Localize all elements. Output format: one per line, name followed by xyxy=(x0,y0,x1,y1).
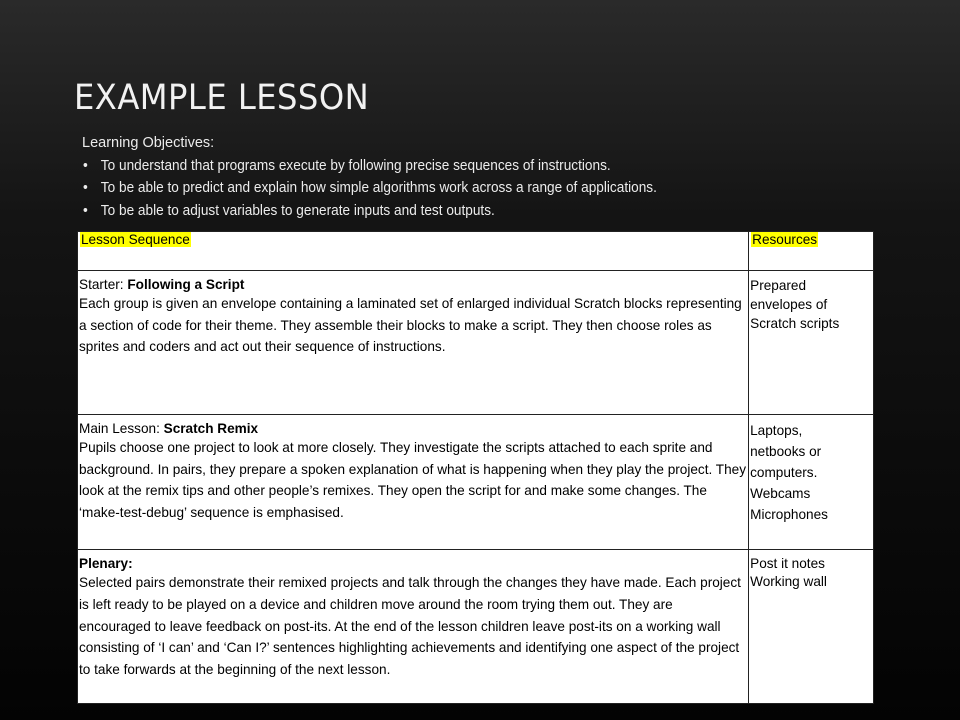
objectives-heading: Learning Objectives: xyxy=(82,135,215,151)
resource-item: Webcams xyxy=(750,486,811,501)
resources-cell xyxy=(749,550,874,704)
section-title xyxy=(79,420,746,437)
table-row-starter xyxy=(78,271,874,415)
section-name: Scratch Remix xyxy=(163,421,259,436)
section-description: Selected pairs demonstrate their remixed projects and talk through the changes they have made. Each project is left ready to be played on a device and children move around the room trying them out. They are encouraged to leave feedback on post-its. At the end of the lesson children leave post-its on a working wall consisting of ‘I can’ and ‘Can I?’ sentences highlighting achievements and identifying one aspect of the project to take forwards at the beginning of the next lesson. xyxy=(79,575,741,678)
resource-item: computers. xyxy=(750,465,818,480)
learning-objectives xyxy=(82,132,882,222)
section-title xyxy=(79,555,746,572)
resource-item: Laptops, xyxy=(750,423,803,438)
header-cell-sequence xyxy=(78,232,749,271)
resources-cell xyxy=(749,271,874,415)
section-label: Main Lesson: xyxy=(79,421,164,436)
resources-header: Resources xyxy=(752,232,818,247)
section-name: Plenary: xyxy=(79,556,133,571)
section-description: Pupils choose one project to look at more closely. They investigate the scripts attached to each sprite and background. In pairs, they prepare a spoken explanation of what is happening when they play the project. They look at the remix tips and other people’s remixes. They open the script for and make some changes. The ‘make-test-debug’ sequence is emphasised. xyxy=(79,440,747,520)
sequence-cell xyxy=(78,550,749,704)
resource-item: Post it notes xyxy=(750,556,825,571)
resource-item: envelopes of xyxy=(750,297,828,312)
resource-item: netbooks or xyxy=(750,444,822,459)
section-label: Starter: xyxy=(79,277,128,292)
sequence-cell xyxy=(78,415,749,550)
table-header-row xyxy=(78,232,874,271)
sequence-cell xyxy=(78,271,749,415)
section-name: Following a Script xyxy=(127,277,245,292)
resource-item: Microphones xyxy=(750,507,828,522)
objective-item: • To be able to adjust variables to generate inputs and test outputs. xyxy=(82,200,834,223)
section-description: Each group is given an envelope containing a laminated set of enlarged individual Scratch blocks representing a section of code for their theme. They assemble their blocks to make a script. They then choose roles as sprites and coders and act out their sequence of instructions. xyxy=(79,296,742,354)
header-cell-resources xyxy=(749,232,874,271)
resource-item: Working wall xyxy=(750,574,827,589)
section-title xyxy=(79,276,746,293)
resources-cell xyxy=(749,415,874,550)
table-row-main-lesson xyxy=(78,415,874,550)
resource-item: Prepared xyxy=(750,278,807,293)
objective-item: • To be able to predict and explain how simple algorithms work across a range of applications. xyxy=(82,177,834,200)
objective-item: • To understand that programs execute by following precise sequences of instructions. xyxy=(82,155,834,178)
objectives-list xyxy=(82,155,882,223)
table-row-plenary xyxy=(78,550,874,704)
slide-title: EXAMPLE LESSON xyxy=(74,78,370,118)
lesson-plan-table xyxy=(77,231,874,704)
resource-item: Scratch scripts xyxy=(750,316,840,331)
lesson-sequence-header: Lesson Sequence xyxy=(81,232,190,247)
